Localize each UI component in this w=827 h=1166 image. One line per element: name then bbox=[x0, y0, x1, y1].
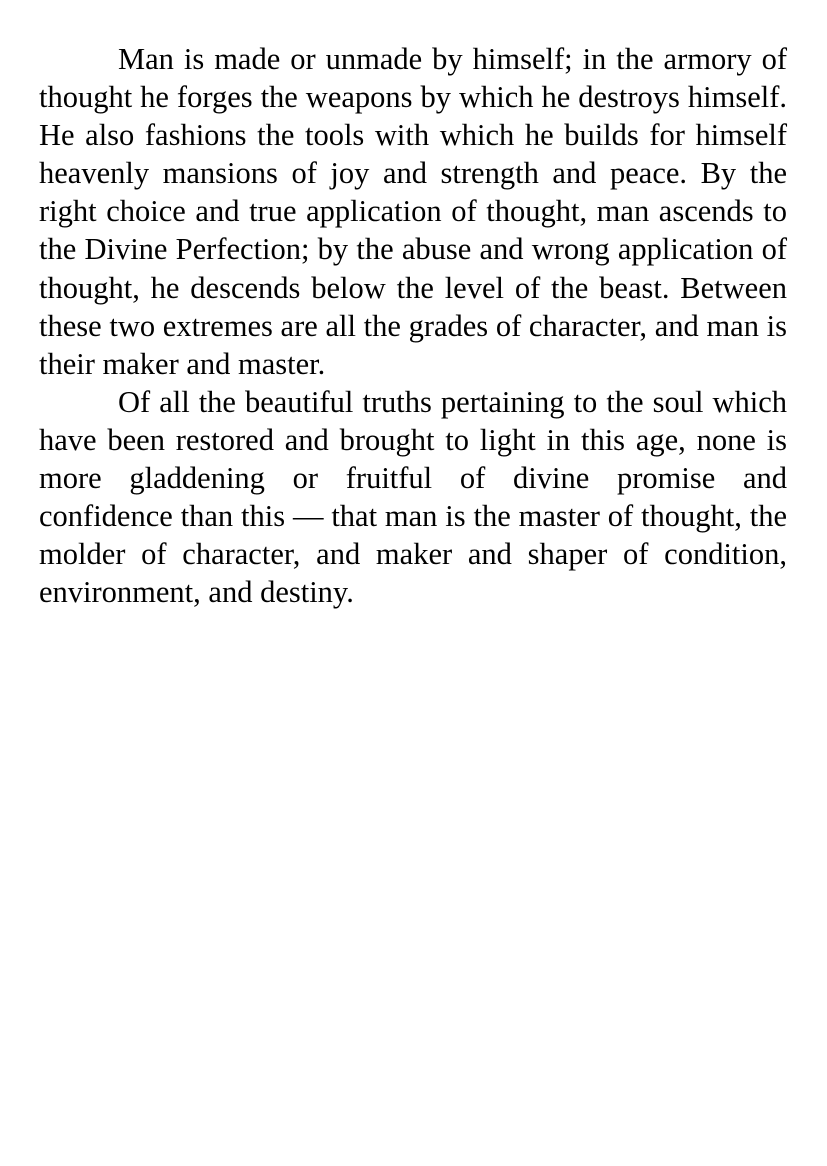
paragraph-2: Of all the beautiful truths pertaining to the soul which have been restored and brought to light in this age, none is more gladdening or fruitful of divine promise and confidence than this — that man is the master of thought, the molder of character, and maker and shaper of condition, environment, and destiny. bbox=[39, 384, 787, 610]
paragraph-1: Man is made or unmade by himself; in the armory of thought he forges the weapons by which he destroys himself. He also fashions the tools with which he builds for himself heavenly mansions of joy and strength and peace. By the right choice and true application of thought, man ascends to the Divine Perfection; by the abuse and wrong application of thought, he descends below the level of the beast. Between these two extremes are all the grades of character, and man is their maker and master. bbox=[39, 42, 787, 381]
document-page bbox=[39, 40, 787, 611]
